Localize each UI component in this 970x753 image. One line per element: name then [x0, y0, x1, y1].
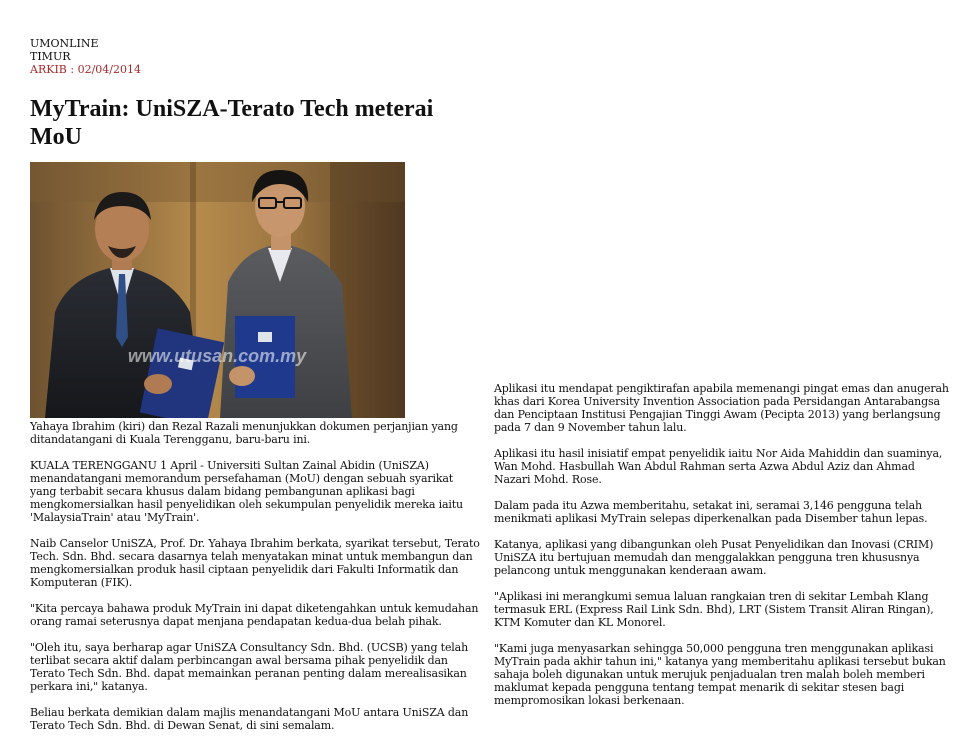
source-label: UMONLINE: [30, 37, 99, 50]
archive-date: ARKIB : 02/04/2014: [30, 63, 141, 76]
article-paragraph: Naib Canselor UniSZA, Prof. Dr. Yahaya Ibrahim berkata, syarikat tersebut, Terato Tech. Sdn. Bhd. secara dasarnya telah menyatakan minat untuk membangun dan mengkomersialkan produk hasil ciptaan penyelidik dari Fakulti Informatik dan Komputeran (FIK).: [30, 537, 480, 589]
right-column: [494, 382, 949, 720]
article-paragraph: "Aplikasi ini merangkumi semua laluan rangkaian tren di sekitar Lembah Klang termasuk ERL (Express Rail Link Sdn. Bhd), LRT (Sistem Transit Aliran Ringan), KTM Komuter dan KL Monorel.: [494, 590, 934, 629]
article-paragraph: Dalam pada itu Azwa memberitahu, setakat ini, seramai 3,146 pengguna telah menikmati aplikasi MyTrain selepas diperkenalkan pada Disember tahun lepas.: [494, 499, 928, 525]
article-paragraph: "Oleh itu, saya berharap agar UniSZA Consultancy Sdn. Bhd. (UCSB) yang telah terlibat secara aktif dalam perbincangan awal bersama pihak penyelidik dan Terato Tech Sdn. Bhd. dapat memainkan peranan penting dalam merealisasikan perkara ini," katanya.: [30, 641, 469, 693]
photo-watermark: www.utusan.com.my: [127, 346, 307, 366]
article-meta: [30, 37, 141, 76]
article-paragraph: "Kami juga menyasarkan sehingga 50,000 pengguna tren menggunakan aplikasi MyTrain pada akhir tahun ini," katanya yang memberitahu aplikasi tersebut bukan sahaja boleh digunakan untuk merujuk penjadualan tren malah boleh memberi maklumat kepada pengguna tentang tempat menarik di sekitar stesen bagi mempromosikan lokasi berkenaan.: [494, 642, 946, 707]
photo-caption: Yahaya Ibrahim (kiri) dan Rezal Razali menunjukkan dokumen perjanjian yang ditandatangani di Kuala Terengganu, baru-baru ini.: [30, 420, 458, 446]
article-paragraph: Aplikasi itu mendapat pengiktirafan apabila memenangi pingat emas dan anugerah khas dari Korea University Invention Association pada Persidangan Antarabangsa dan Penciptaan Institusi Pengajian Tinggi Awam (Pecipta 2013) yang berlangsung pada 7 dan 9 November tahun lalu.: [494, 382, 949, 434]
section-label: TIMUR: [30, 50, 71, 63]
article-paragraph: Beliau berkata demikian dalam majlis menandatangani MoU antara UniSZA dan Terato Tech Sdn. Bhd. di Dewan Senat, di sini semalam.: [30, 706, 469, 732]
article-photo: [30, 162, 405, 418]
article-paragraph: Katanya, aplikasi yang dibangunkan oleh Pusat Penyelidikan dan Inovasi (CRIM) UniSZA itu bertujuan memudah dan menggalakkan pengguna tren khususnya pelancong untuk menggunakan kenderaan awam.: [494, 538, 934, 577]
article-paragraph: "Kita percaya bahawa produk MyTrain ini dapat diketengahkan untuk kemudahan orang ramai seterusnya dapat menjana pendapatan kedua-dua belah pihak.: [30, 602, 479, 628]
left-column: [30, 420, 482, 745]
article-paragraph: Aplikasi itu hasil inisiatif empat penyelidik iaitu Nor Aida Mahiddin dan suaminya, Wan Mohd. Hasbullah Wan Abdul Rahman serta Azwa Abdul Aziz dan Ahmad Nazari Mohd. Rose.: [494, 447, 943, 486]
article-paragraph: KUALA TERENGGANU 1 April - Universiti Sultan Zainal Abidin (UniSZA) menandatangani memorandum persefahaman (MoU) dengan sebuah syarikat yang terbabit secara khusus dalam bidang pembangunan aplikasi bagi mengkomersialkan hasil penyelidikan oleh sekumpulan penyelidik mereka iaitu 'MalaysiaTrain' atau 'MyTrain'.: [30, 459, 463, 524]
article-title: MyTrain: UniSZA-Terato Tech meterai MoU: [30, 96, 434, 150]
